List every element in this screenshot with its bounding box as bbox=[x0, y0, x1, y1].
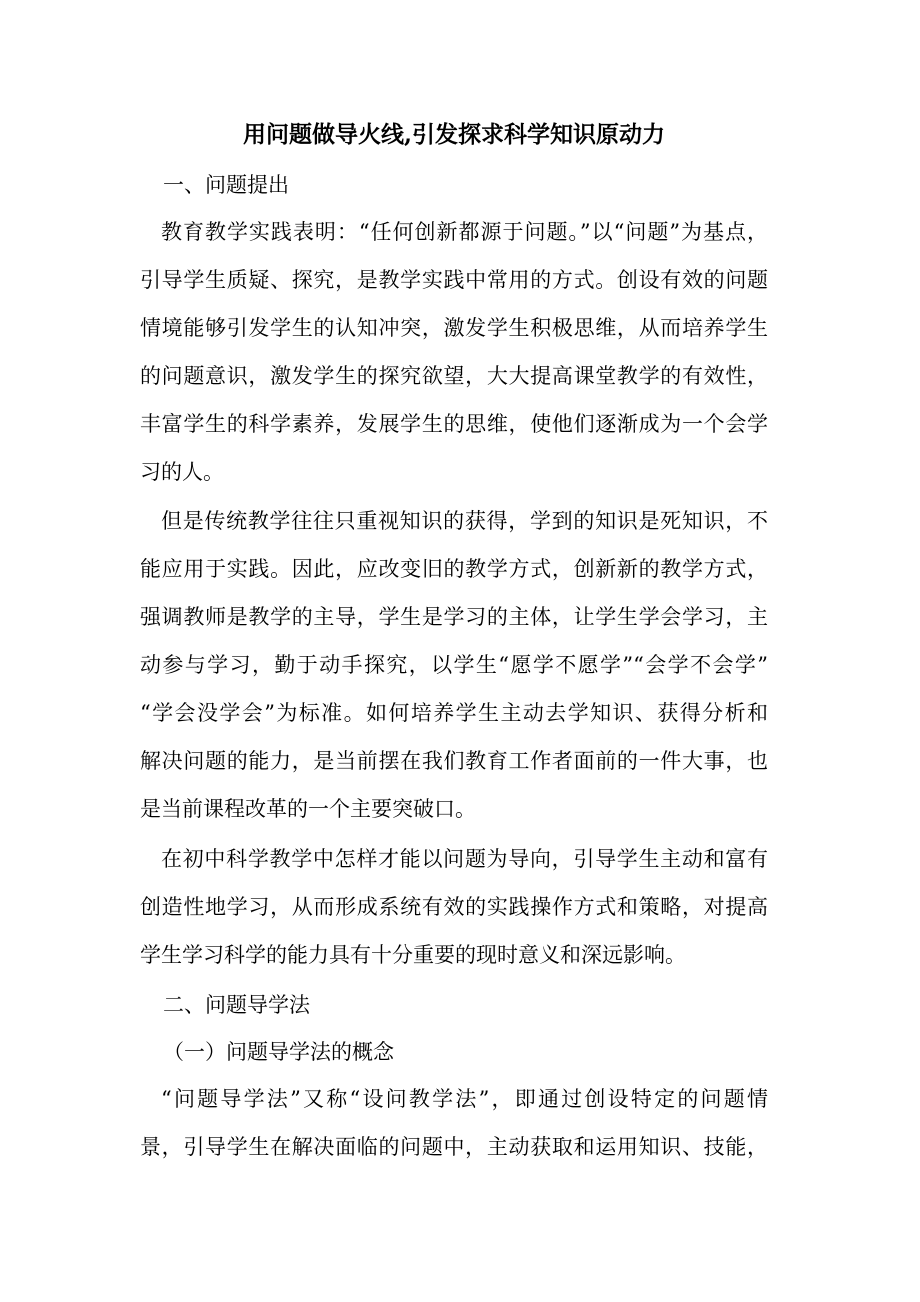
subsection-heading: （一）问题导学法的概念 bbox=[163, 1040, 394, 1064]
paragraph-line: 强调教师是教学的主导，学生是学习的主体，让学生学会学习，主 bbox=[140, 605, 768, 629]
paragraph-line: 解决问题的能力，是当前摆在我们教育工作者面前的一件大事，也 bbox=[140, 749, 768, 773]
paragraph-line: 动参与学习，勤于动手探究，以学生“愿学不愿学”“会学不会学” bbox=[140, 653, 768, 677]
paragraph-line: 是当前课程改革的一个主要突破口。 bbox=[140, 797, 476, 821]
paragraph-line: “学会没学会”为标准。如何培养学生主动去学知识、获得分析和 bbox=[140, 701, 768, 725]
paragraph-line: “问题导学法”又称“设问教学法”，即通过创设特定的问题情 bbox=[161, 1087, 768, 1111]
paragraph-line: 在初中科学教学中怎样才能以问题为导向，引导学生主动和富有 bbox=[161, 847, 768, 871]
paragraph-line: 但是传统教学往往只重视知识的获得，学到的知识是死知识，不 bbox=[161, 509, 768, 533]
paragraph-4 bbox=[140, 1075, 768, 1171]
paragraph-line: 能应用于实践。因此，应改变旧的教学方式，创新新的教学方式， bbox=[140, 557, 768, 581]
paragraph-line: 学生学习科学的能力具有十分重要的现时意义和深远影响。 bbox=[140, 943, 686, 967]
section-heading-2: 二、问题导学法 bbox=[163, 993, 310, 1017]
document-title: 用问题做导火线,引发探求科学知识原动力 bbox=[242, 121, 665, 148]
paragraph-line: 情境能够引发学生的认知冲突，激发学生积极思维，从而培养学生 bbox=[140, 316, 768, 340]
paragraph-line: 创造性地学习，从而形成系统有效的实践操作方式和策略，对提高 bbox=[140, 895, 768, 919]
section-heading-1: 一、问题提出 bbox=[163, 173, 289, 197]
paragraph-line: 的问题意识，激发学生的探究欲望，大大提高课堂教学的有效性， bbox=[140, 364, 768, 388]
paragraph-line: 习的人。 bbox=[140, 460, 224, 484]
paragraph-line: 教育教学实践表明：“任何创新都源于问题。”以“问题”为基点， bbox=[161, 220, 768, 244]
paragraph-line: 景，引导学生在解决面临的问题中，主动获取和运用知识、技能， bbox=[140, 1135, 768, 1159]
paragraph-line: 丰富学生的科学素养，发展学生的思维，使他们逐渐成为一个会学 bbox=[140, 412, 768, 436]
paragraph-3 bbox=[140, 835, 768, 979]
paragraph-1 bbox=[140, 208, 768, 496]
paragraph-2 bbox=[140, 497, 768, 833]
paragraph-line: 引导学生质疑、探究，是教学实践中常用的方式。创设有效的问题 bbox=[140, 268, 768, 292]
